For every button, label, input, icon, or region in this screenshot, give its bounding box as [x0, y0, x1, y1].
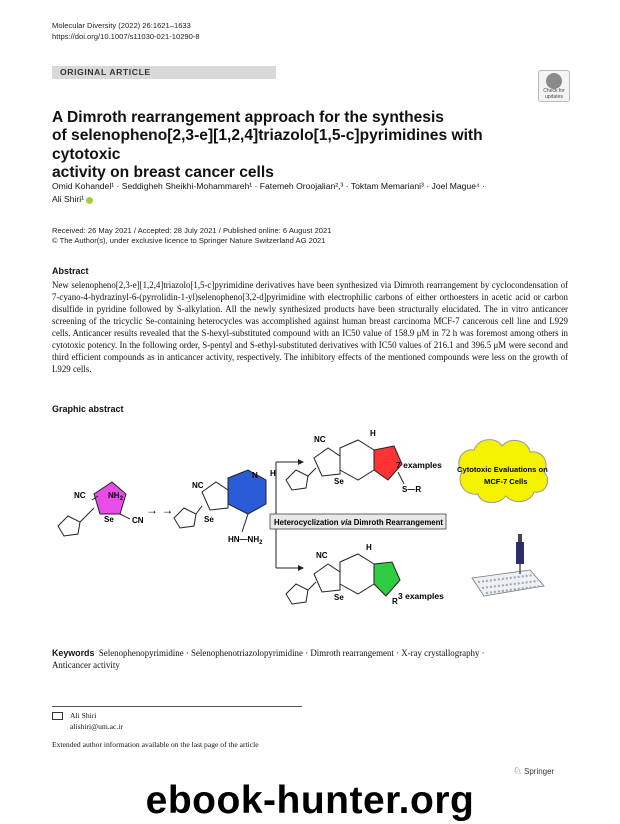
int-bond-hydrazine	[242, 514, 248, 532]
bottom-pyrimidine-ring	[340, 554, 374, 594]
abstract-text: New selenopheno[2,3-e][1,2,4]triazolo[1,5-c]pyrimidine derivatives have been synthesized via Dimroth rearrangement by cyclocondensation of 7-cyano-4-hydrazinyl-6-(pyrrolidin-1-yl)selenopheno[3,2-d]pyrimidine with electrophilic carbons of either orthoesters in acetic acid or carbon disulfide in pyridine followed by S-alkylation. All the newly synthesized products have been structurally elucidated. The in vitro anticancer screening of the tricyclic Se-containing heterocycles was accomplished against human breast carcinoma MCF-7 cancerous cell line and L929 cells. Anticancer results revealed that the S-hexyl-substituted compound with an IC50 value of 158.9 μM in 72 h was foremost among others in cytotoxic potency. In the following order, S-pentyl and S-ethyl-substituted derivatives with IC50 values of 216.1 and 396.5 μM were second and third efficient compounds as in anticancer activity, respectively. The inhibitory effects of the mentioned compounds were less on the growth of L929 cells.	[52, 280, 568, 374]
branch-top-arrowhead	[298, 459, 304, 465]
article-dates	[52, 226, 331, 246]
intermediate-pyrimidine-ring	[228, 470, 266, 514]
top-nc-label: NC	[314, 435, 326, 444]
sm-bond-cn	[120, 514, 130, 519]
orcid-icon[interactable]	[86, 197, 93, 204]
int-bond-pyrrolidine	[196, 506, 202, 514]
badge-line2: updates	[545, 93, 563, 100]
box-text-prefix: Heterocyclization	[274, 518, 341, 527]
extended-info-note: Extended author information available on the last page of the article	[52, 740, 259, 749]
author-list	[52, 180, 572, 207]
sm-se-label: Se	[104, 515, 114, 524]
top-bond-pyrrolidine	[308, 468, 316, 476]
bottom-bond-pyrrolidine	[308, 582, 316, 590]
keywords-line1	[52, 647, 568, 659]
pipette-body	[516, 542, 524, 564]
history-dates: Received: 26 May 2021 / Accepted: 28 July 2021 / Published online: 6 August 2021	[52, 226, 332, 235]
int-pyrrolidine-ring	[174, 508, 196, 528]
top-h-label: H	[370, 429, 376, 438]
abstract-heading: Abstract	[52, 266, 89, 276]
starting-material	[58, 482, 144, 536]
well-plate	[472, 570, 544, 596]
int-hydrazine-main: HN—NH	[228, 535, 260, 544]
cloud-line1: Cytotoxic Evaluations on	[457, 465, 548, 474]
keywords-list-1: Selenophenopyrimidine · Selenophenotriazolopyrimidine · Dimroth rearrangement · X-ray crystallography ·	[98, 648, 485, 658]
top-product	[286, 429, 442, 494]
well-plate-illustration	[472, 534, 544, 596]
authors-line2	[52, 193, 572, 206]
bottom-r-label: R	[392, 597, 398, 606]
top-sr-label: S—R	[402, 485, 422, 494]
cloud-line2: MCF-7 Cells	[484, 477, 528, 486]
bottom-examples-label: 3 examples	[398, 591, 444, 601]
cytotoxic-cloud	[457, 440, 548, 503]
bottom-selenophene-ring	[314, 564, 340, 592]
check-for-updates-badge[interactable]	[538, 70, 570, 102]
graphic-abstract-scheme	[52, 418, 568, 618]
publisher-logo: Springer	[524, 767, 555, 776]
envelope-icon	[52, 712, 63, 720]
pipette-plunger	[518, 534, 522, 542]
reaction-arrows: → →	[146, 503, 174, 517]
article-type-label: ORIGINAL ARTICLE	[60, 67, 151, 77]
box-text-via: via	[340, 518, 352, 527]
keywords-section	[52, 647, 568, 672]
keywords-list-2: Anticancer activity	[52, 660, 120, 671]
bottom-nc-label: NC	[316, 551, 328, 560]
sm-nh2-sub: 2	[119, 496, 123, 502]
sm-nc-label: NC	[74, 491, 86, 500]
bottom-product	[286, 543, 444, 606]
journal-doi[interactable]: https://doi.org/10.1007/s11030-021-10290-8	[52, 32, 200, 41]
bottom-pyrrolidine-ring	[286, 584, 308, 604]
footnote-divider	[52, 706, 302, 707]
sm-bond-pyrrolidine	[80, 508, 94, 522]
box-text-suffix: Dimroth Rearrangement	[351, 518, 443, 527]
watermark: ebook-hunter.org	[145, 779, 475, 822]
bottom-h-label: H	[366, 543, 372, 552]
bottom-triazole-ring	[374, 562, 400, 596]
article-type-banner	[52, 66, 276, 79]
check-updates-icon	[546, 73, 562, 89]
journal-citation: Molecular Diversity (2022) 26:1621–1633	[52, 21, 191, 30]
title-line3: activity on breast cancer cells	[52, 164, 274, 182]
sm-cn-label: CN	[132, 516, 144, 525]
graphic-abstract-heading: Graphic abstract	[52, 404, 124, 414]
sm-nh2-main: NH	[108, 491, 120, 500]
springer-horse-icon: ♘	[513, 766, 522, 777]
int-hydrazine-label	[228, 535, 263, 546]
corresponding-author	[70, 710, 123, 732]
bottom-se-label: Se	[334, 593, 344, 602]
top-examples-label: 7 examples	[396, 460, 442, 470]
top-selenophene-ring	[314, 448, 340, 476]
int-se-label: Se	[204, 515, 214, 524]
int-hydrazine-sub: 2	[259, 540, 263, 546]
top-pyrimidine-ring	[340, 440, 374, 480]
title-line2: of selenopheno[2,3-e][1,2,4]triazolo[1,5-c]pyrimidines with cytotoxic	[52, 127, 483, 163]
top-pyrrolidine-ring	[286, 470, 308, 490]
authors-line1: Omid Kohandel¹ · Seddigheh Sheikhi-Mohammareh¹ · Fatemeh Oroojalian²,³ · Toktam Memariani³ · Joel Mague⁴ ·	[52, 181, 485, 191]
heterocyclization-label	[274, 518, 443, 527]
top-se-label: Se	[334, 477, 344, 486]
title-line1: A Dimroth rearrangement approach for the synthesis	[52, 109, 444, 126]
intermediate-selenophene-ring	[202, 482, 228, 510]
keywords-label: Keywords	[52, 648, 95, 658]
article-title	[52, 109, 522, 183]
badge-line1: Check for	[543, 88, 565, 94]
int-nc-label: NC	[192, 481, 204, 490]
int-h-label: H	[270, 469, 276, 478]
corresponding-email[interactable]: alishiri@um.ac.ir	[70, 722, 123, 731]
journal-header	[52, 20, 200, 42]
sm-pyrrolidine-ring	[58, 516, 80, 536]
top-bond-sr	[398, 472, 404, 484]
branch-bottom-arrowhead	[298, 565, 304, 571]
intermediate	[174, 469, 276, 546]
corresponding-name: Ali Shiri	[70, 711, 97, 720]
copyright-line: © The Author(s), under exclusive licence to Springer Nature Switzerland AG 2021	[52, 236, 326, 246]
authors-line2-text: Ali Shiri¹	[52, 194, 84, 205]
int-n-label: N	[252, 471, 258, 480]
